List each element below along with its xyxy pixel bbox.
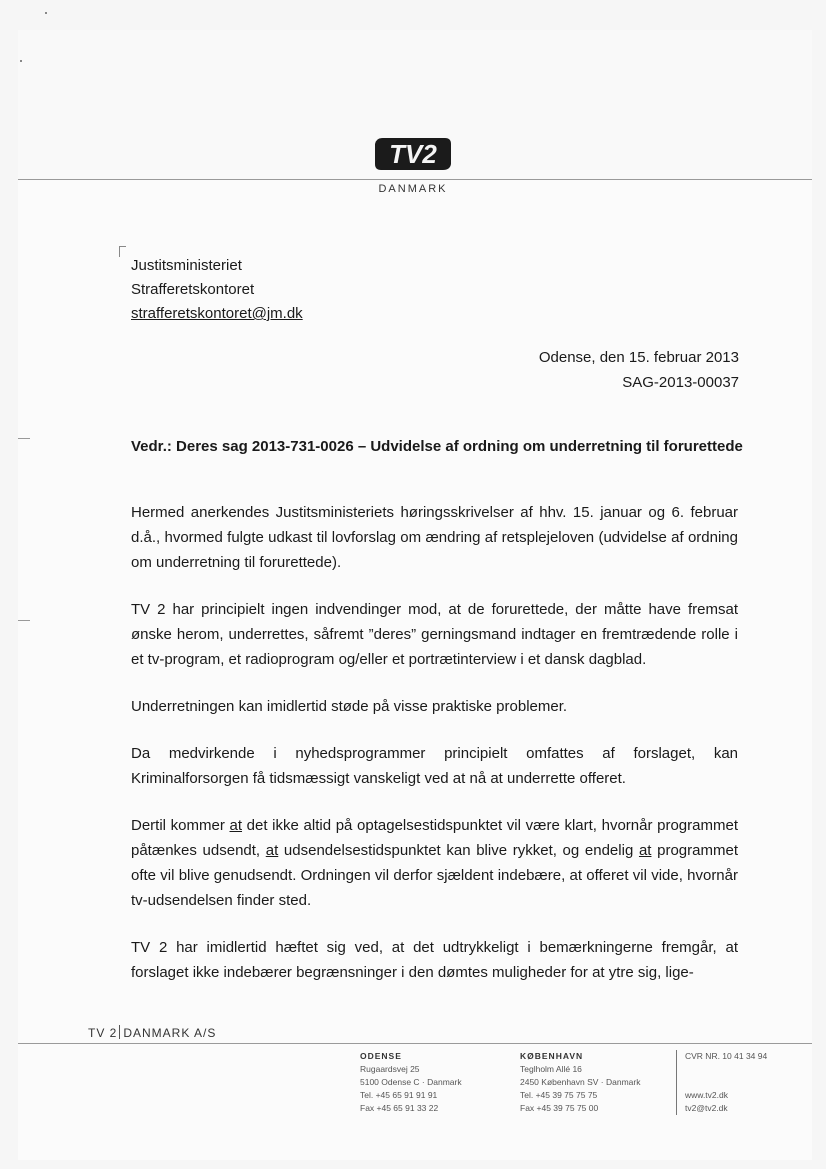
paragraph: Hermed anerkendes Justitsministeriets høringsskrivelser af hhv. 15. januar og 6. februar d.å., hvormed fulgte udkast til lovforslag om ændring af retsplejeloven (udvidelse af ordning om underretning til forurettede). bbox=[131, 504, 738, 571]
recipient-name: Justitsministeriet bbox=[131, 257, 242, 274]
recipient-department: Strafferetskontoret bbox=[131, 281, 255, 298]
office-phone: Tel. +45 39 75 75 75 bbox=[520, 1090, 598, 1100]
date-block bbox=[539, 345, 739, 395]
office-street: Teglholm Allé 16 bbox=[520, 1064, 582, 1074]
recipient-block bbox=[131, 254, 303, 326]
paragraph bbox=[131, 813, 738, 913]
office-city: 2450 København SV · Danmark bbox=[520, 1077, 641, 1087]
logo-text: TV2 bbox=[389, 139, 437, 169]
office-heading: KØBENHAVN bbox=[520, 1051, 584, 1061]
case-reference: SAG-2013-00037 bbox=[622, 374, 739, 391]
company-name-part: TV 2 bbox=[88, 1026, 118, 1040]
tv2-logo-icon bbox=[373, 136, 453, 172]
paragraph: TV 2 har imidlertid hæftet sig ved, at det udtrykkeligt i bemærkningerne fremgår, at forslaget ikke indebærer begrænsninger i den dømtes muligheder for at ytre sig, lige- bbox=[131, 939, 738, 981]
paragraph: TV 2 har principielt ingen indvendinger mod, at de forurettede, der måtte have fremsat ønske herom, underrettes, såfremt ”deres” gerningsmand indtager en fremtrædende rolle i et tv-program, et radioprogram og/eller et portrætinterview i et dansk dagblad. bbox=[131, 601, 738, 668]
cvr-number: CVR NR. 10 41 34 94 bbox=[685, 1051, 768, 1061]
company-separator bbox=[119, 1025, 120, 1039]
office-city: 5100 Odense C · Danmark bbox=[360, 1077, 462, 1087]
office-heading: ODENSE bbox=[360, 1051, 402, 1061]
office-fax: Fax +45 39 75 75 00 bbox=[520, 1103, 599, 1113]
spacer bbox=[685, 1063, 767, 1076]
fold-mark bbox=[18, 438, 30, 439]
fold-mark bbox=[18, 620, 30, 621]
underlined-word: at bbox=[265, 842, 279, 859]
paragraph: Underretningen kan imidlertid støde på visse praktiske problemer. bbox=[131, 698, 568, 715]
underlined-word: at bbox=[229, 817, 243, 834]
office-fax: Fax +45 65 91 33 22 bbox=[360, 1103, 439, 1113]
text-span: det ikke altid på optagelsestidspunktet vil være klart, hvornår programmet påtænkes udsendt, bbox=[131, 817, 738, 859]
paragraph: Da medvirkende i nyhedsprogrammer principielt omfattes af forslaget, kan Kriminalforsorgen få tidsmæssigt vanskeligt ved at nå at underrette offeret. bbox=[131, 745, 738, 787]
address-corner-mark bbox=[119, 246, 126, 257]
footer-contact bbox=[676, 1050, 767, 1115]
scan-speck bbox=[20, 60, 22, 62]
place-date: Odense, den 15. februar 2013 bbox=[538, 349, 739, 366]
footer-company-name bbox=[88, 1025, 216, 1040]
text-span: udsendelsestidspunktet kan blive rykket, og endelig bbox=[278, 842, 639, 859]
underlined-word: at bbox=[638, 842, 652, 859]
footer-odense bbox=[360, 1050, 462, 1115]
company-name-part: DANMARK A/S bbox=[123, 1026, 217, 1040]
recipient-email-link[interactable]: strafferetskontoret@jm.dk bbox=[131, 305, 303, 322]
subject-line: Vedr.: Deres sag 2013-731-0026 – Udvidelse af ordning om underretning til forurettede bbox=[131, 438, 743, 455]
text-span: programmet ofte vil blive genudsendt. Ordningen vil derfor sjældent indebære, at offeret vil vide, hvornår tv-udsendelsen finder sted. bbox=[131, 842, 738, 909]
letter-body bbox=[131, 500, 738, 1007]
footer-kobenhavn bbox=[520, 1050, 640, 1115]
email-link[interactable]: tv2@tv2.dk bbox=[685, 1103, 728, 1113]
text-span: Dertil kommer bbox=[131, 817, 230, 834]
website-link[interactable]: www.tv2.dk bbox=[685, 1090, 728, 1100]
scan-speck bbox=[45, 12, 47, 14]
footer-divider bbox=[18, 1043, 812, 1044]
logo-subtitle: DANMARK bbox=[378, 183, 448, 195]
office-street: Rugaardsvej 25 bbox=[360, 1064, 420, 1074]
office-phone: Tel. +45 65 91 91 91 bbox=[360, 1090, 438, 1100]
spacer bbox=[685, 1076, 767, 1089]
letterhead-divider bbox=[18, 179, 812, 180]
